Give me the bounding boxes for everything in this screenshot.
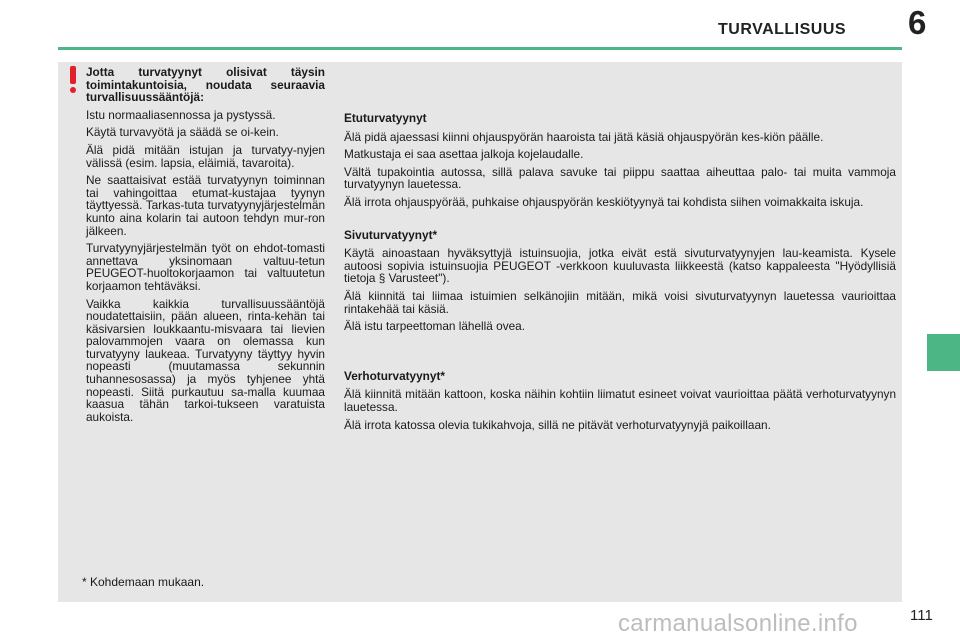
section-title: Etuturvatyynyt bbox=[344, 111, 427, 125]
warning-column bbox=[86, 66, 325, 428]
section-paragraph: Matkustaja ei saa asettaa jalkoja kojelaudalle. bbox=[344, 147, 584, 162]
section-paragraph: Älä irrota katossa olevia tukikahvoja, sillä ne pitävät verhoturvatyynyjä paikoillaan. bbox=[344, 417, 771, 432]
page-title: TURVALLISUUS bbox=[718, 21, 847, 38]
section-front-airbags bbox=[344, 112, 896, 209]
section-side-airbags bbox=[344, 229, 896, 333]
warning-paragraph: Käytä turvavyötä ja säädä se oi-kein. bbox=[86, 125, 279, 140]
chapter-side-tab bbox=[927, 334, 960, 371]
section-curtain-airbags bbox=[344, 370, 896, 431]
warning-paragraph: Turvatyynyjärjestelmän työt on ehdot-tomasti annettava yksinomaan valtuu-tetun PEUGEOT-huoltokorjaamon tai valtuutetun korjaamon tehtäväksi. bbox=[86, 241, 325, 293]
section-paragraph: Älä kiinnitä mitään kattoon, koska näihin kohtiin liimatut esineet voivat vaurioittaa päätä verhoturvatyynyn lauetessa. bbox=[344, 387, 896, 414]
section-paragraph: Vältä tupakointia autossa, sillä palava savuke tai piippu saattaa aiheuttaa palo- tai muita vammoja turvatyynyn lauetessa. bbox=[344, 164, 896, 192]
airbag-sections bbox=[344, 112, 896, 451]
watermark: carmanualsonline.info bbox=[618, 610, 858, 637]
section-paragraph: Käytä ainoastaan hyväksyttyjä istuinsuojia, jotka eivät estä sivuturvatyynyjen lau-keamista. Kysele autoosi sopivia istuinsuojia PEUGEOT -verkkoon kuuluvasta liikkeestä (katso kappaleesta "Hyödyllisiä tietoja § Varusteet"). bbox=[344, 246, 896, 286]
section-paragraph: Älä istu tarpeettoman lähellä ovea. bbox=[344, 319, 525, 334]
footnote: * Kohdemaan mukaan. bbox=[82, 575, 205, 589]
exclamation-icon bbox=[66, 64, 80, 94]
section-title: Sivuturvatyynyt* bbox=[344, 227, 438, 242]
warning-paragraph: Istu normaaliasennossa ja pystyssä. bbox=[86, 107, 276, 122]
section-paragraph: Älä kiinnitä tai liimaa istuimien selkänojiin mitään, mikä voisi sivuturvatyynyn lauetessa vaurioittaa rintakehää tai käsiä. bbox=[344, 288, 896, 316]
section-title: Verhoturvatyynyt* bbox=[344, 368, 445, 383]
chapter-number: 6 bbox=[908, 4, 927, 41]
warning-paragraph: Ne saattaisivat estää turvatyynyn toiminnan tai vahingoittaa etumat-kustajaa tyynyn täyttyessä. Tarkas-tuta turvatyynyjärjestelmän kunto aina kolarin tai autoon tehdyn mur-ron jälkeen. bbox=[86, 173, 325, 238]
warning-heading: Jotta turvatyynyt olisivat täysin toimintakuntoisia, noudata seuraavia turvallisuussääntöjä: bbox=[86, 65, 325, 105]
warning-paragraph: Älä pidä mitään istujan ja turvatyy-nyjen välissä (esim. lapsia, eläimiä, tavaroita). bbox=[86, 142, 325, 170]
section-paragraph: Älä irrota ohjauspyörää, puhkaise ohjauspyörän keskiötyynyä tai kohdista siihen voimakkaita iskuja. bbox=[344, 194, 864, 209]
section-paragraph: Älä pidä ajaessasi kiinni ohjauspyörän haaroista tai jätä käsiä ohjauspyörän kes-kiön päälle. bbox=[344, 129, 824, 144]
page-number: 111 bbox=[910, 607, 933, 624]
warning-paragraph: Vaikka kaikkia turvallisuussääntöjä noudatettaisiin, pään alueen, rinta-kehän tai käsivarsien loukkaantu-misvaara tai lievien palovammojen vaara on olemassa kun turvatyyny laukeaa. Turvatyyny täyttyy hyvin nopeasti (muutamassa sekunnin tuhannesosassa) ja myös tyhjenee yhtä nopeasti. Siitä purkautuu sa-malla kuumaa kaasua tähän tarkoi-tukseen varatuista aukoista. bbox=[86, 296, 325, 424]
header-rule bbox=[58, 47, 902, 50]
